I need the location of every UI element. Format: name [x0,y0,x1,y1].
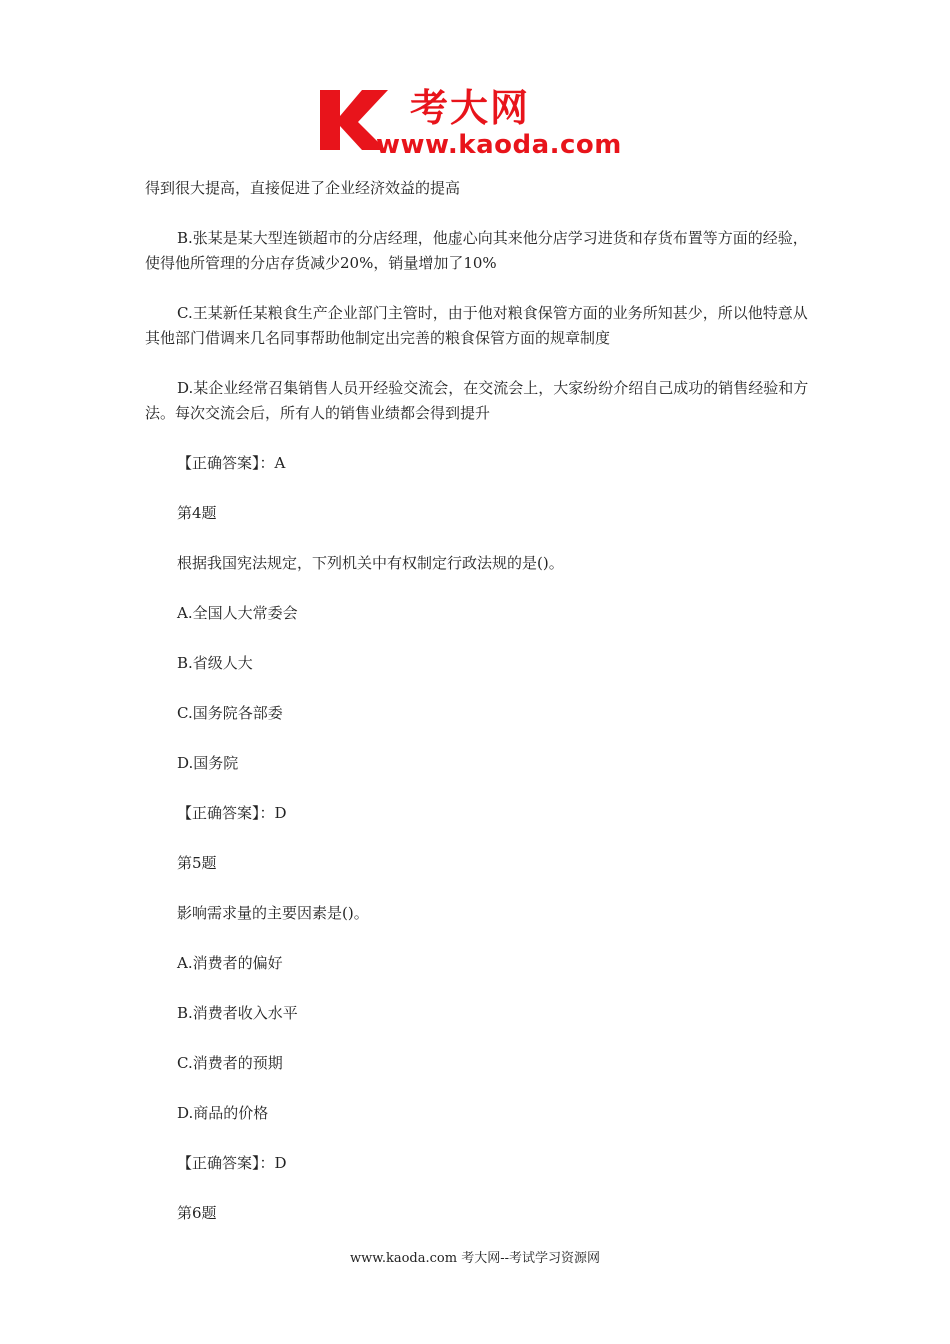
q3-option-c: C.王某新任某粮食生产企业部门主管时，由于他对粮食保管方面的业务所知甚少，所以他特意从其他部门借调来几名同事帮助他制定出完善的粮食保管方面的规章制度 [145,304,808,347]
logo-url-text: www.kaoda.com [376,130,622,160]
logo-chinese-text: 考大网 [410,86,531,130]
q4-option-c: C.国务院各部委 [177,704,283,722]
q5-option-d: D.商品的价格 [177,1104,269,1122]
q4-option-d: D.国务院 [177,754,239,772]
kaoda-logo [318,84,638,162]
q5-question: 影响需求量的主要因素是()。 [177,904,369,922]
q4-option-a: A.全国人大常委会 [177,604,298,622]
q4-title: 第4题 [177,504,217,522]
q5-option-a: A.消费者的偏好 [177,954,283,972]
q3-option-b: B.张某是某大型连锁超市的分店经理，他虚心向其来他分店学习进货和存货布置等方面的经验，使得他所管理的分店存货减少20%，销量增加了10% [145,229,808,272]
q4-option-b: B.省级人大 [177,654,253,672]
continued-paragraph: 得到很大提高，直接促进了企业经济效益的提高 [145,179,461,197]
q4-question: 根据我国宪法规定，下列机关中有权制定行政法规的是()。 [177,554,564,572]
q5-answer: 【正确答案】：D [177,1154,287,1172]
page-footer: www.kaoda.com 考大网--考试学习资源网 [350,1251,600,1266]
document-body [145,176,810,1251]
q4-answer: 【正确答案】：D [177,804,287,822]
q3-answer: 【正确答案】：A [177,454,286,472]
q5-title: 第5题 [177,854,217,872]
q5-option-b: B.消费者收入水平 [177,1004,298,1022]
q5-option-c: C.消费者的预期 [177,1054,283,1072]
q6-title: 第6题 [177,1204,217,1222]
q3-option-d: D.某企业经常召集销售人员开经验交流会，在交流会上，大家纷纷介绍自己成功的销售经验和方法。每次交流会后，所有人的销售业绩都会得到提升 [145,379,809,422]
